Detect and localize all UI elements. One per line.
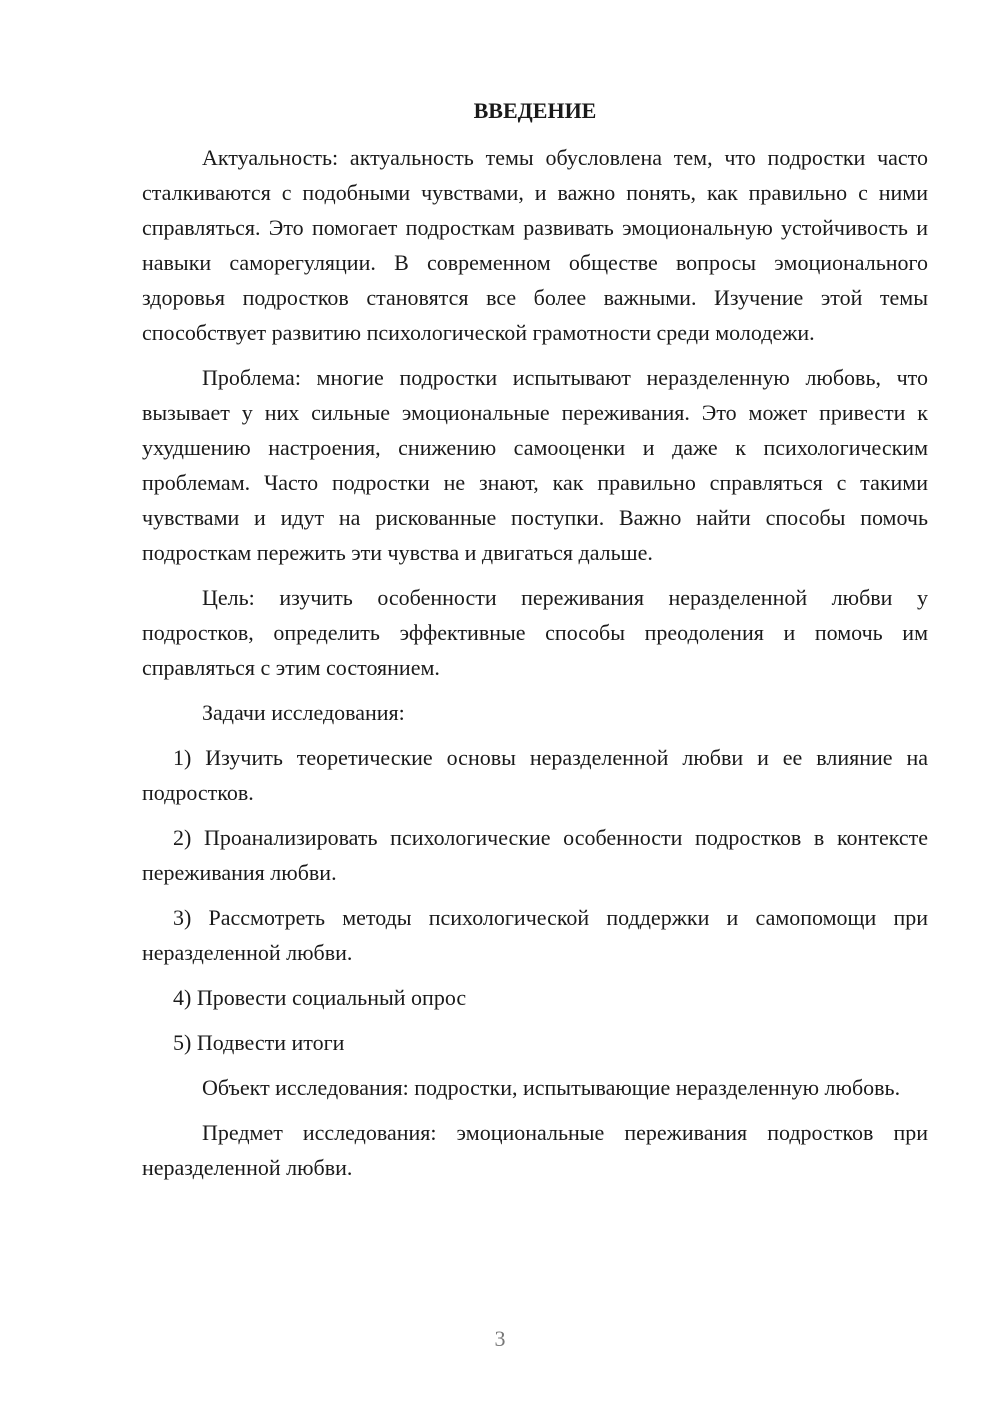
problem-paragraph: Проблема: многие подростки испытывают неразделенную любовь, что вызывает у них сильные эмоциональные переживания. Это может привести к ухудшению настроения, снижению самооценки и даже к психологическим проблемам. Часто подростки не знают, как правильно справляться с такими чувствами и идут на рискованные поступки. Важно найти способы помочь подросткам пережить эти чувства и двигаться дальше.	[142, 365, 928, 565]
task-item: 5) Подвести итоги	[173, 1030, 345, 1055]
goal-paragraph: Цель: изучить особенности переживания неразделенной любви у подростков, определить эффективные способы преодоления и помочь им справляться с этим состоянием.	[142, 585, 928, 680]
document-page	[142, 96, 928, 1195]
task-item: 3) Рассмотреть методы психологической поддержки и самопомощи при неразделенной любви.	[142, 905, 928, 965]
task-item: 1) Изучить теоретические основы неразделенной любви и ее влияние на подростков.	[142, 745, 928, 805]
task-item: 4) Провести социальный опрос	[173, 985, 467, 1010]
task-item: 2) Проанализировать психологические особенности подростков в контексте переживания любви.	[142, 825, 928, 885]
object-paragraph: Объект исследования: подростки, испытывающие неразделенную любовь.	[202, 1075, 901, 1100]
tasks-heading: Задачи исследования:	[202, 700, 405, 725]
subject-paragraph: Предмет исследования: эмоциональные переживания подростков при неразделенной любви.	[142, 1120, 928, 1180]
page-title: ВВЕДЕНИЕ	[473, 98, 597, 123]
page-number: 3	[494, 1326, 506, 1351]
relevance-paragraph: Актуальность: актуальность темы обусловлена тем, что подростки часто сталкиваются с подобными чувствами, и важно понять, как правильно с ними справляться. Это помогает подросткам развивать эмоциональную устойчивость и навыки саморегуляции. В современном обществе вопросы эмоционального здоровья подростков становятся все более важными. Изучение этой темы способствует развитию психологической грамотности среди молодежи.	[142, 145, 928, 345]
